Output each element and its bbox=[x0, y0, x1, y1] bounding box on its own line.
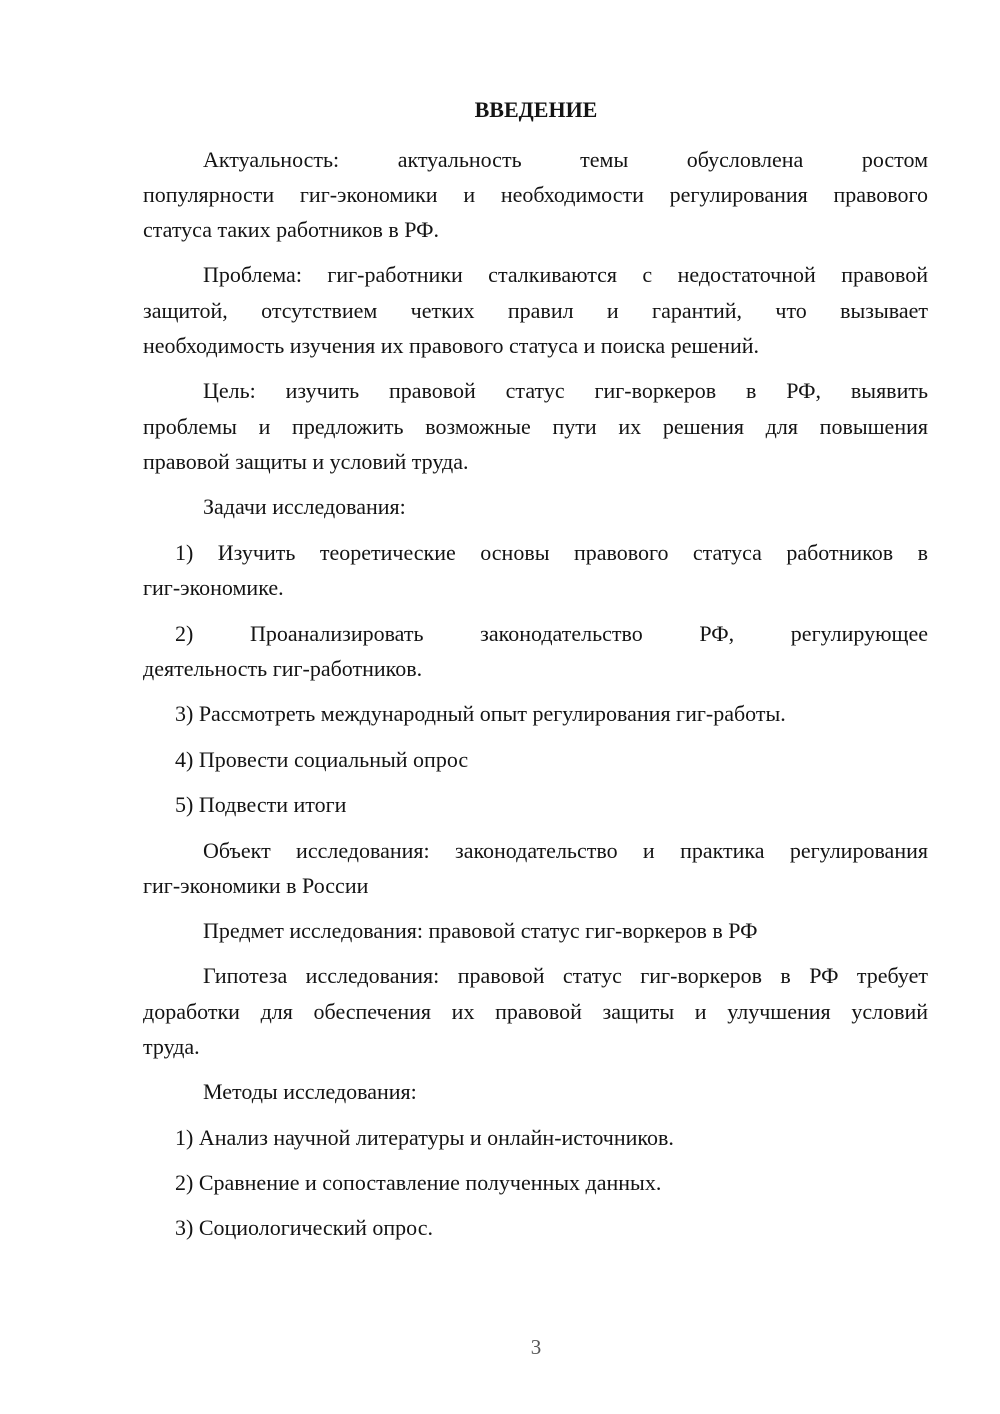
relevance-line-3: статуса таких работников в РФ. bbox=[143, 217, 439, 242]
hypothesis-line-2: доработки для обеспечения их правовой защиты и улучшения условий bbox=[143, 999, 928, 1024]
methods-heading: Методы исследования: bbox=[203, 1079, 417, 1104]
goal-line-3: правовой защиты и условий труда. bbox=[143, 449, 469, 474]
hypothesis-line-1: Гипотеза исследования: правовой статус гиг-воркеров в РФ требует bbox=[203, 963, 928, 988]
method-2: 2) Сравнение и сопоставление полученных данных. bbox=[175, 1170, 662, 1195]
relevance-line-2: популярности гиг-экономики и необходимости регулирования правового bbox=[143, 182, 928, 207]
object-line-2: гиг-экономики в России bbox=[143, 873, 369, 898]
task-2-line-2: деятельность гиг-работников. bbox=[143, 656, 423, 681]
task-3: 3) Рассмотреть международный опыт регулирования гиг-работы. bbox=[175, 701, 786, 726]
task-5: 5) Подвести итоги bbox=[175, 792, 347, 817]
task-1-line-2: гиг-экономике. bbox=[143, 575, 284, 600]
problem-line-1: Проблема: гиг-работники сталкиваются с недостаточной правовой bbox=[203, 262, 928, 287]
page-number: 3 bbox=[530, 1335, 542, 1359]
relevance-line-1: Актуальность: актуальность темы обусловлена ростом bbox=[203, 147, 928, 172]
goal-line-2: проблемы и предложить возможные пути их решения для повышения bbox=[143, 414, 928, 439]
method-3: 3) Социологический опрос. bbox=[175, 1215, 433, 1240]
task-1-line-1: 1) Изучить теоретические основы правового статуса работников в bbox=[175, 540, 928, 565]
page-title: ВВЕДЕНИЕ bbox=[474, 97, 598, 122]
task-2-line-1: 2) Проанализировать законодательство РФ, регулирующее bbox=[175, 621, 928, 646]
subject-line: Предмет исследования: правовой статус гиг-воркеров в РФ bbox=[203, 918, 758, 943]
method-1: 1) Анализ научной литературы и онлайн-источников. bbox=[175, 1125, 674, 1150]
object-line-1: Объект исследования: законодательство и практика регулирования bbox=[203, 838, 928, 863]
goal-line-1: Цель: изучить правовой статус гиг-воркеров в РФ, выявить bbox=[203, 378, 928, 403]
problem-line-3: необходимость изучения их правового статуса и поиска решений. bbox=[143, 333, 759, 358]
problem-line-2: защитой, отсутствием четких правил и гарантий, что вызывает bbox=[143, 298, 928, 323]
tasks-heading: Задачи исследования: bbox=[203, 494, 406, 519]
hypothesis-line-3: труда. bbox=[143, 1034, 200, 1059]
task-4: 4) Провести социальный опрос bbox=[175, 747, 469, 772]
